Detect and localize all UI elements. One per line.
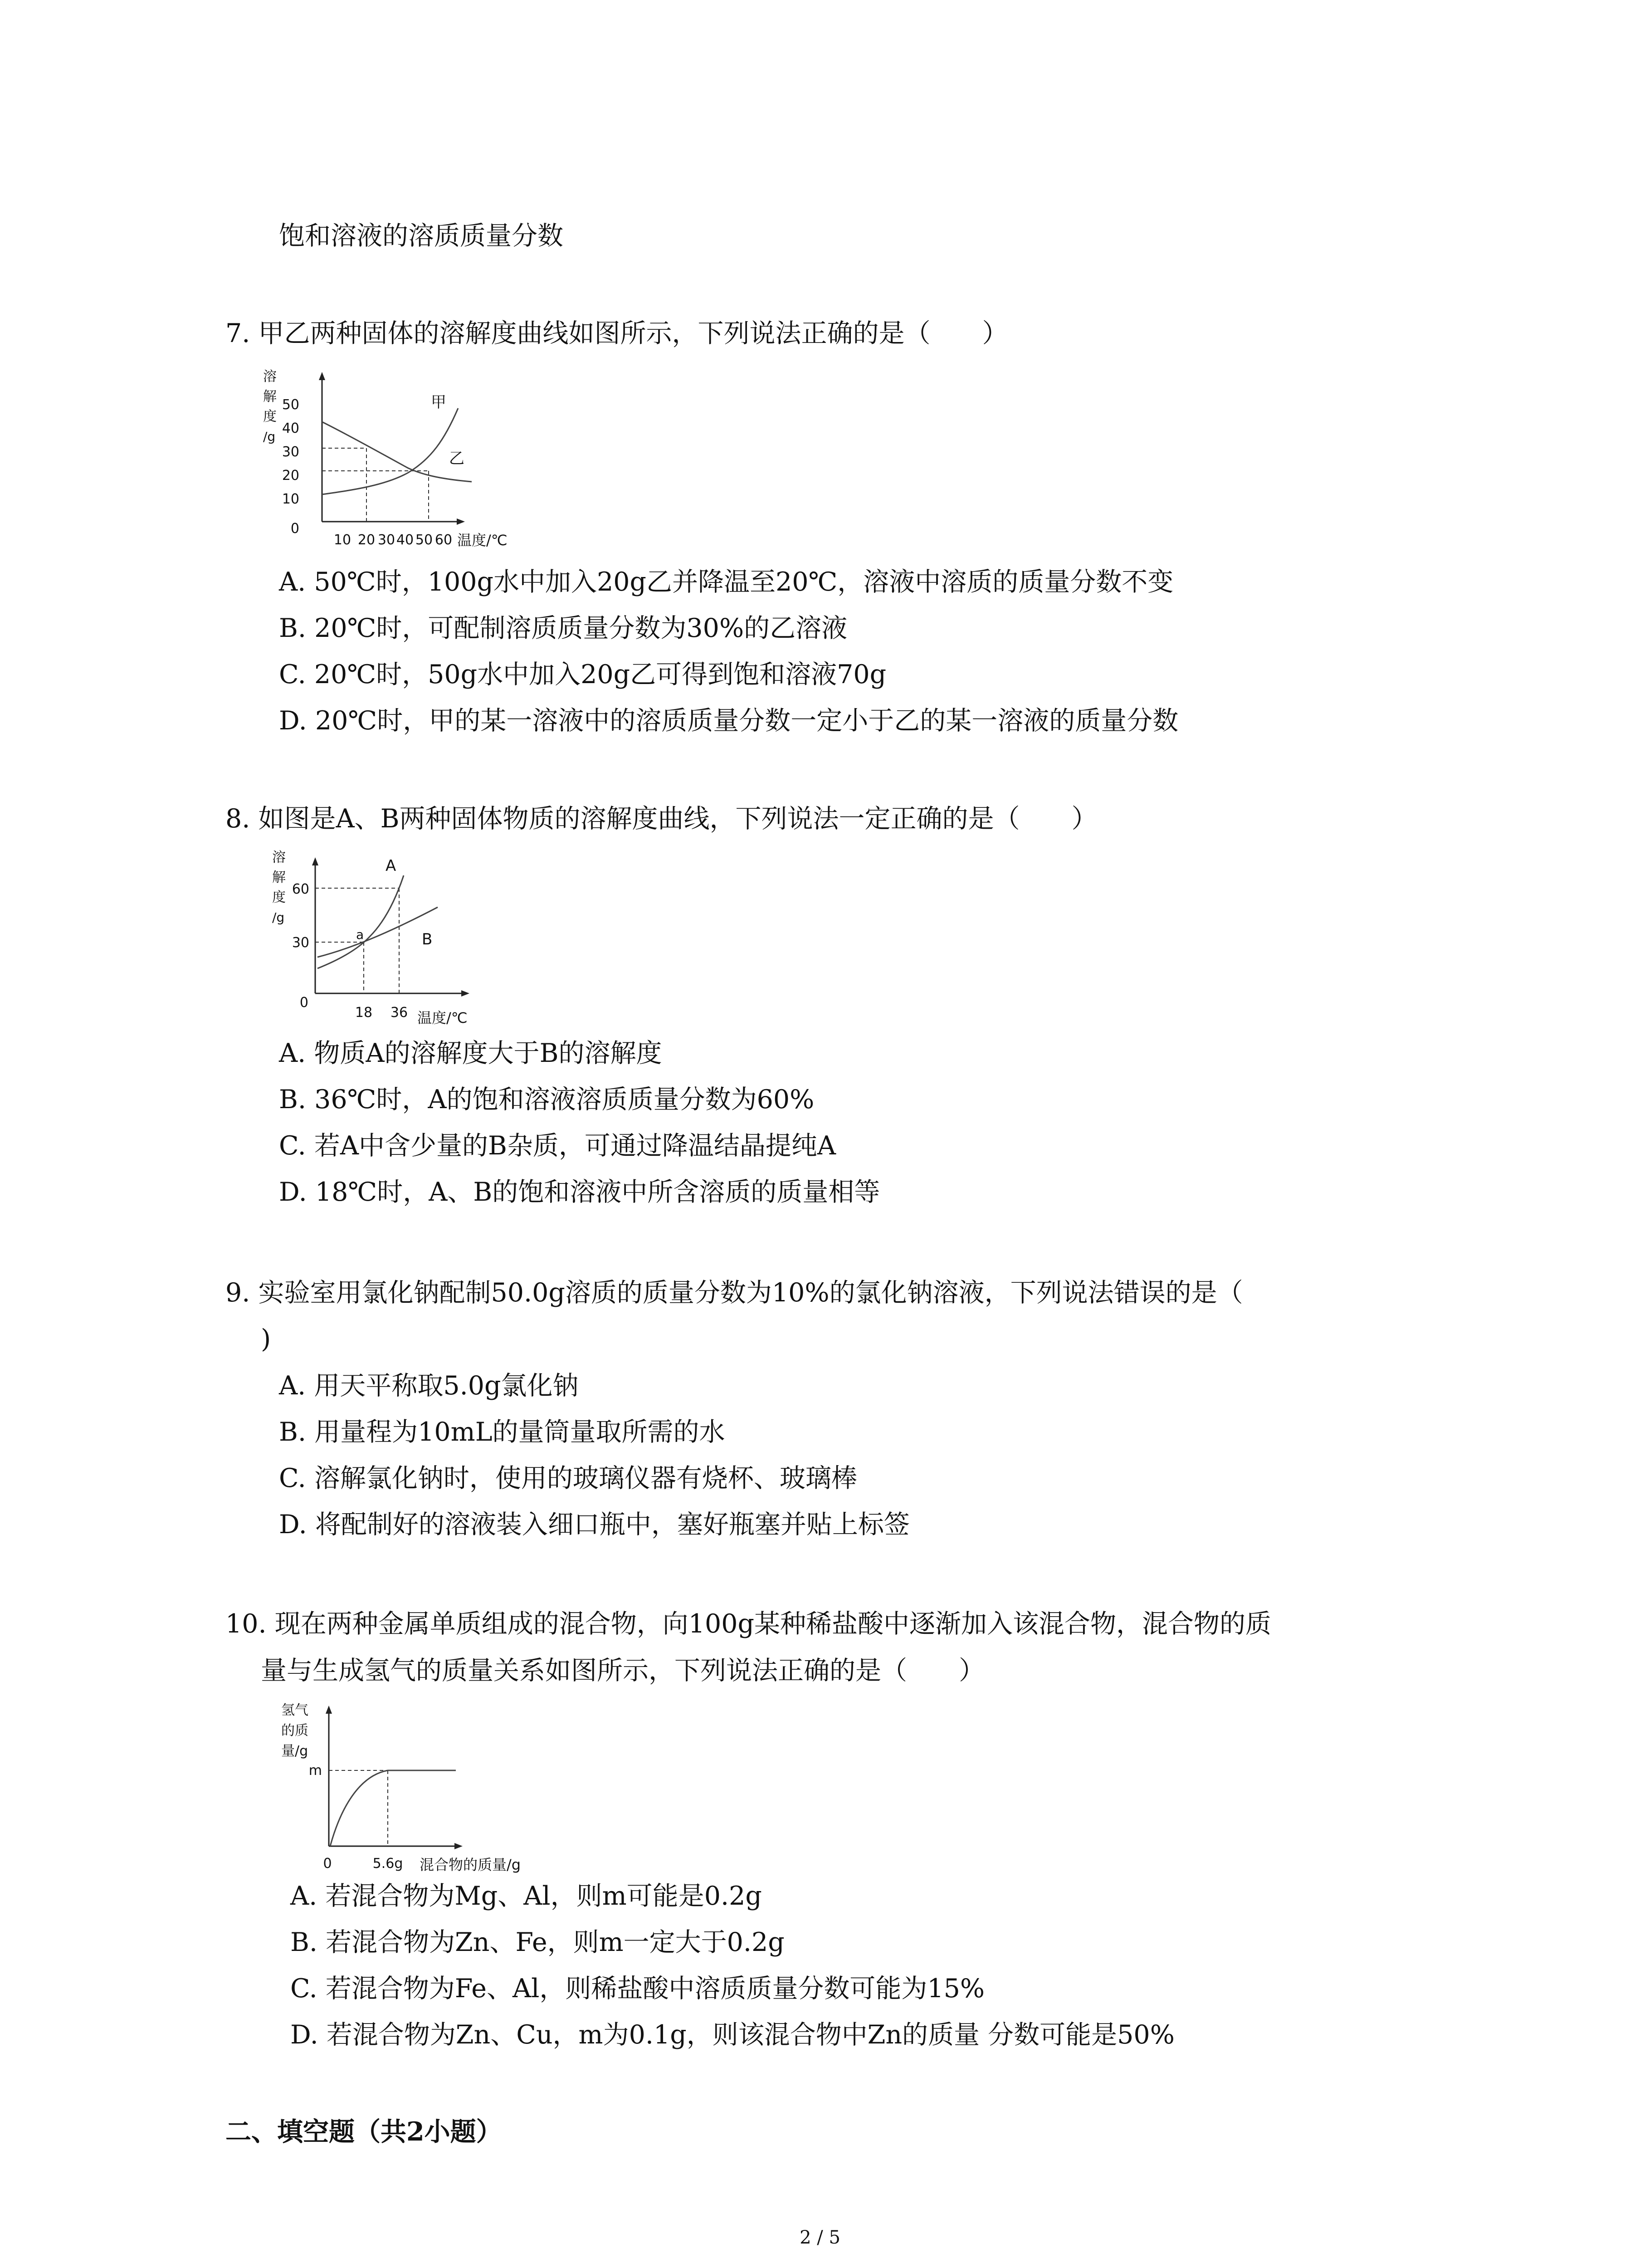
q7-option-b: B. 20℃时，可配制溶质质量分数为30%的乙溶液 — [279, 613, 848, 643]
q7-label-jia: 甲 — [431, 393, 446, 411]
q9-option-b: B. 用量程为10mL的量筒量取所需的水 — [279, 1417, 725, 1447]
q7-y-label-3: 度 — [263, 409, 277, 425]
q10-y-label-3: 量/g — [281, 1743, 308, 1759]
q7-label-yi: 乙 — [449, 450, 464, 468]
q7-xtick-30: 30 — [377, 532, 395, 548]
q8-y-label-3: 度 — [272, 890, 286, 905]
q7-ytick-20: 20 — [282, 468, 299, 484]
q7-xtick-60: 60 — [434, 532, 453, 548]
q8-y-label-1: 溶 — [272, 850, 286, 865]
q9-option-a: A. 用天平称取5.0g氯化钠 — [279, 1371, 579, 1401]
q8-y-label-4: /g — [272, 910, 285, 925]
q7-curve-jia — [322, 408, 458, 494]
q8-ytick-0: 0 — [299, 995, 308, 1011]
section-heading: 二、填空题（共2小题） — [225, 2116, 502, 2147]
q9-option-c: C. 溶解氯化钠时，使用的玻璃仪器有烧杯、玻璃棒 — [279, 1463, 857, 1493]
question-8-stem: 8. 如图是A、B两种固体物质的溶解度曲线，下列说法一定正确的是（ ） — [225, 804, 1098, 834]
q10-curve — [330, 1770, 456, 1846]
q7-x-label: 温度/℃ — [457, 532, 508, 549]
q10-xtick-5-6g: 5.6g — [372, 1856, 403, 1872]
q10-ytick-m: m — [308, 1763, 322, 1779]
q7-xtick-10: 10 — [333, 532, 351, 548]
q10-option-d: D. 若混合物为Zn、Cu，m为0.1g，则该混合物中Zn的质量 分数可能是50% — [290, 2020, 1175, 2050]
q8-option-a: A. 物质A的溶解度大于B的溶解度 — [279, 1038, 662, 1068]
q10-xtick-0: 0 — [323, 1856, 332, 1872]
q8-curve-b — [317, 907, 438, 957]
q7-solubility-figure — [259, 358, 512, 558]
q7-ytick-10: 10 — [282, 491, 299, 507]
question-10-stem-cont: 量与生成氢气的质量关系如图所示，下列说法正确的是（ ） — [261, 1656, 985, 1686]
q7-ytick-0: 0 — [290, 521, 299, 537]
q7-xtick-40: 40 — [396, 532, 414, 548]
q7-ytick-30: 30 — [282, 444, 299, 460]
q10-option-a: A. 若混合物为Mg、Al，则m可能是0.2g — [290, 1881, 762, 1911]
question-7-stem: 7. 甲乙两种固体的溶解度曲线如图所示，下列说法正确的是（ ） — [225, 318, 1008, 348]
q7-y-label-4: /g — [263, 429, 276, 444]
q10-hydrogen-figure — [272, 1696, 571, 1878]
q10-y-label-2: 的质 — [281, 1723, 308, 1739]
q8-ytick-30: 30 — [292, 935, 309, 951]
q8-x-label: 温度/℃ — [417, 1009, 468, 1026]
page-footer: 2 / 5 — [800, 2227, 840, 2248]
q8-option-c: C. 若A中含少量的B杂质，可通过降温结晶提纯A — [279, 1131, 836, 1161]
question-10-stem: 10. 现在两种金属单质组成的混合物，向100g某种稀盐酸中逐渐加入该混合物，混合物的质 — [225, 1609, 1272, 1639]
q7-ytick-50: 50 — [282, 397, 299, 413]
q8-point-a: a — [356, 927, 364, 942]
q7-option-d: D. 20℃时，甲的某一溶液中的溶质质量分数一定小于乙的某一溶液的质量分数 — [279, 706, 1179, 736]
q7-xtick-50: 50 — [415, 532, 433, 548]
q8-xtick-18: 18 — [355, 1005, 373, 1021]
q8-option-d: D. 18℃时，A、B的饱和溶液中所含溶质的质量相等 — [279, 1177, 880, 1207]
q10-option-c: C. 若混合物为Fe、Al，则稀盐酸中溶质质量分数可能为15% — [290, 1974, 985, 2004]
q7-option-c: C. 20℃时，50g水中加入20g乙可得到饱和溶液70g — [279, 660, 887, 689]
q8-option-b: B. 36℃时，A的饱和溶液溶质质量分数为60% — [279, 1085, 815, 1114]
question-9-stem: 9. 实验室用氯化钠配制50.0g溶质的质量分数为10%的氯化钠溶液，下列说法错误的是（ — [225, 1278, 1243, 1308]
q7-xtick-20: 20 — [357, 532, 376, 548]
q10-option-b: B. 若混合物为Zn、Fe，则m一定大于0.2g — [290, 1927, 785, 1957]
intro-line: 饱和溶液的溶质质量分数 — [279, 221, 563, 251]
q8-y-label-2: 解 — [272, 870, 286, 885]
q7-y-label-1: 溶 — [263, 369, 277, 385]
q8-ytick-60: 60 — [292, 881, 309, 897]
q7-y-label-2: 解 — [263, 389, 277, 405]
q7-option-a: A. 50℃时，100g水中加入20g乙并降温至20℃，溶液中溶质的质量分数不变 — [279, 567, 1174, 597]
q10-x-label: 混合物的质量/g — [420, 1856, 521, 1873]
q9-option-d: D. 将配制好的溶液装入细口瓶中，塞好瓶塞并贴上标签 — [279, 1510, 910, 1540]
q8-label-b-curve: B — [422, 930, 433, 948]
q10-y-label-1: 氢气 — [281, 1702, 308, 1718]
q8-xtick-36: 36 — [390, 1005, 408, 1021]
q7-ytick-40: 40 — [282, 420, 299, 436]
question-9-stem-cont: ) — [261, 1324, 271, 1354]
q8-solubility-figure — [259, 844, 485, 1034]
q8-label-a-curve: A — [386, 857, 396, 875]
q8-curve-a — [317, 875, 404, 968]
